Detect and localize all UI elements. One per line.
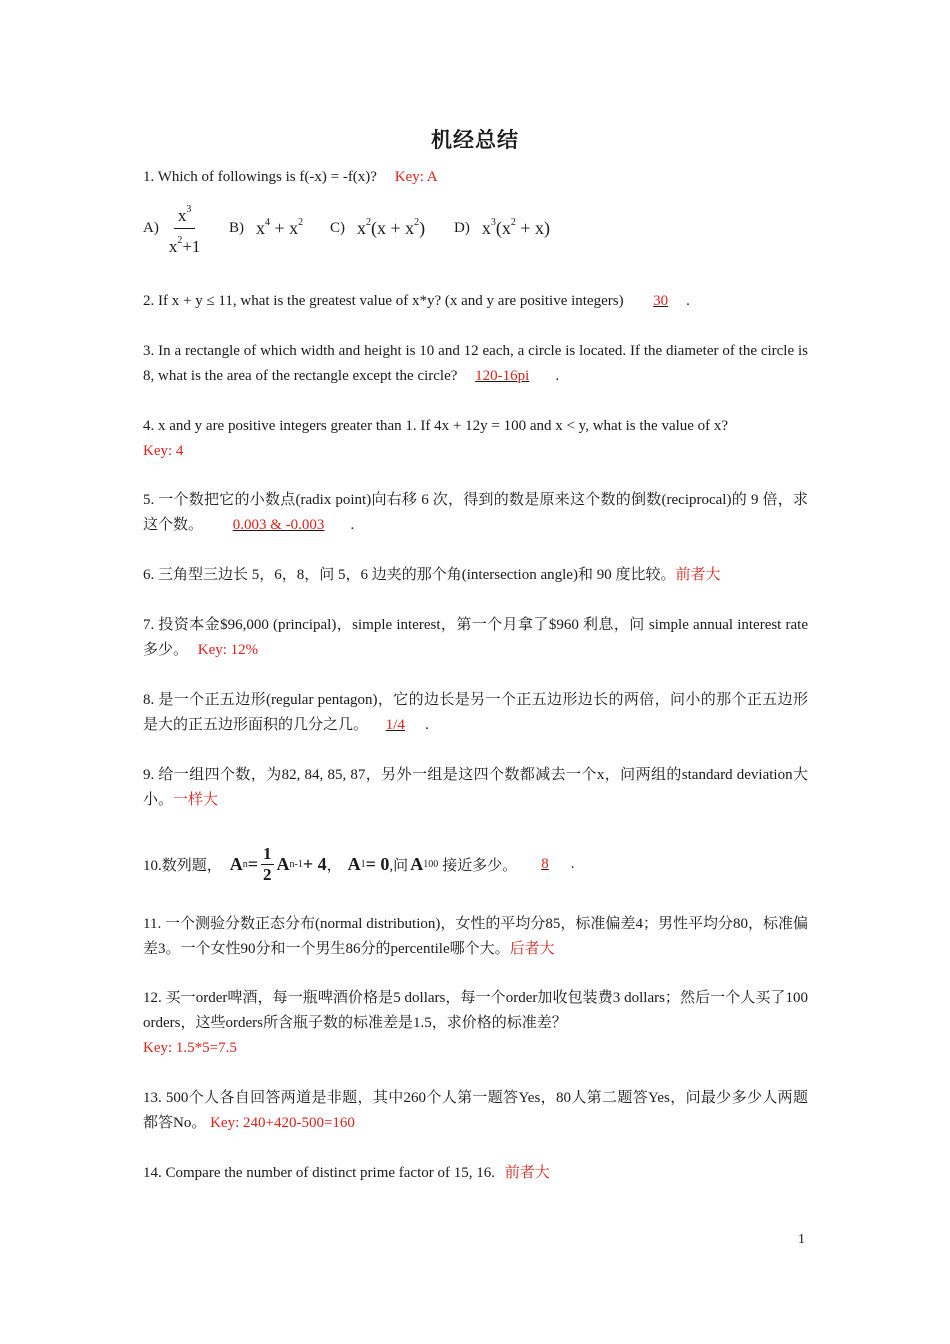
question-1-key: Key: A [394,169,438,185]
q10-sub-n1: n-1 [289,858,303,870]
option-a-label: A) [143,219,159,236]
option-a-den-rest: +1 [182,236,201,256]
option-b-label: B) [229,219,244,236]
question-12-key: Key: 1.5*5=7.5 [143,1040,237,1056]
q10-sub-1: 1 [360,858,366,870]
option-a-fraction [169,198,201,259]
q10-a1: A [347,853,361,874]
option-c-exp-2: 2 [414,217,420,228]
q10-sub-n: n [242,858,248,870]
option-d-term-2: (x [495,218,511,238]
option-b-exp-2: 2 [298,217,304,228]
question-11-key: 后者大 [509,941,555,957]
q10-a100: A [410,853,424,874]
option-d-label: D) [454,219,470,236]
option-d [454,196,550,260]
question-2-text: 2. If x + y ≤ 11, what is the greatest value of x*y? (x and y are positive integers) [143,293,624,309]
q10-tail: 接近多少。 [442,857,518,874]
question-10: 10.数列题， A n = $\frac{1}{2}$ A n-1 + 4 ， A 1 = 0 ,问 A 100 接近多少。 8 . [143,843,575,884]
question-13-key: Key: 240+420-500=160 [210,1115,355,1131]
question-10-prefix: 10.数列题， [143,857,222,874]
option-a-den-exp: 2 [177,234,183,246]
question-4-text: 4. x and y are positive integers greater than 1. If 4x + 12y = 100 and x < y, what is the value of x? [143,418,729,434]
question-6-key: 前者大 [675,567,721,583]
option-a-num-exp: 3 [186,203,192,215]
option-b [229,196,303,260]
question-2-answer: 30 [653,293,669,309]
question-6-text: 6. 三角型三边长 5，6，8，问 5，6 边夹的那个角(intersection angle)和 90 度比较。 [143,567,676,583]
q10-sub-100: 100 [423,858,439,870]
q10-eq0: = 0 [365,853,390,874]
question-13-text: 13. 500个人各自回答两道是非题，其中260个人第一题答Yes，80人第二题答Yes，问最少多少人两题都答No。 [143,1090,808,1131]
q10-ask: ,问 [389,857,409,874]
option-a-den: x [168,236,178,256]
question-5-text: 5. 一个数把它的小数点(radix point)向右移 6 次，得到的数是原来这个数的倒数(reciprocal)的 9 倍，求这个数。 [143,492,808,533]
question-7 [143,613,808,663]
question-1 [143,165,808,190]
question-2: 2. If x + y ≤ 11, what is the greatest value of x*y? (x and y are positive integers) 30 . [143,293,690,309]
option-c-term-3: ) [419,218,426,238]
question-3: 3. In a rectangle of which width and height is 10 and 12 each, a circle is located. If the diameter of the circle is 8, what is the area of the rectangle except the circle? 120-16pi . [143,343,808,384]
question-4 [143,414,808,464]
option-d-expr [482,217,550,239]
question-3-answer: 120-16pi [475,368,530,384]
question-10-answer: 8 [541,855,549,872]
option-c-term-2: (x + x [371,218,415,238]
page-title: 机经总结 [431,128,519,152]
question-13 [143,1086,808,1136]
page-number: 1 [798,1232,805,1247]
q10-frac-den: 2 [263,864,272,884]
question-8: 8. 是一个正五边形(regular pentagon)，它的边长是另一个正五边形边长的两倍，问小的那个正五边形是大的正五边形面积的几分之几。 1/4 . [143,692,808,733]
option-d-term-3: + x) [515,218,550,238]
option-d-exp-2: 2 [510,217,516,228]
option-b-expr [256,217,303,239]
option-c-exp-1: 2 [366,217,371,228]
option-b-term-1: x [256,218,265,238]
question-8-text: 8. 是一个正五边形(regular pentagon)，它的边长是另一个正五边形边长的两倍，问小的那个正五边形是大的正五边形面积的几分之几。 [143,692,808,733]
question-1-text: 1. Which of followings is f(-x) = -f(x)? [143,169,377,185]
question-7-key: Key: 12% [197,642,259,658]
option-c-term-1: x [357,218,366,238]
question-8-answer: 1/4 [385,717,405,733]
question-9 [143,763,808,813]
question-6 [143,563,808,588]
question-12-text: 12. 买一order啤酒，每一瓶啤酒价格是5 dollars，每一个order加收包装费3 dollars；然后一个人买了100 orders，这些orders所含瓶子数的标准差是1.5，求价格的标准差？ [143,990,808,1031]
option-d-exp-1: 3 [490,217,496,228]
q10-frac-num: 1 [263,843,272,863]
option-c [330,196,425,260]
question-11 [143,912,808,962]
option-c-label: C) [330,219,345,236]
q10-equals: = [247,853,259,874]
option-a-num: x [177,205,187,225]
option-b-exp-1: 4 [265,217,270,228]
question-11-text: 11. 一个测验分数正态分布(normal distribution)，女性的平均分85，标准偏差4；男性平均分80，标准偏差3。一个女性90分和一个男生86分的percentile哪个大。 [143,916,808,957]
option-c-expr [357,217,425,239]
question-5: 5. 一个数把它的小数点(radix point)向右移 6 次，得到的数是原来这个数的倒数(reciprocal)的 9 倍，求这个数。 0.003 & -0.003 . [143,492,808,533]
question-7-text: 7. 投资本金$96,000 (principal)，simple interest，第一个月拿了$960 利息，问 simple annual interest rate 多少。 [143,617,808,658]
question-5-answer: 0.003 & -0.003 [232,517,325,533]
question-14-key: 前者大 [504,1165,550,1181]
question-4-key: Key: 4 [143,443,184,459]
option-d-term-1: x [481,218,491,238]
q10-fraction [261,844,274,885]
q10-plus4: + 4 [302,853,327,874]
q10-separator: ， [326,857,342,874]
question-12 [143,986,808,1061]
question-9-text: 9. 给一组四个数，为82, 84, 85, 87，另外一组是这四个数都减去一个x，问两组的standard deviation大小。 [143,767,808,808]
q10-a-term: A [229,853,243,874]
question-3-text: 3. In a rectangle of which width and height is 10 and 12 each, a circle is located. If the diameter of the circle is 8, what is the area of the rectangle except the circle? [143,343,808,384]
question-9-key: 一样大 [173,792,219,808]
question-14-text: 14. Compare the number of distinct prime factor of 15, 16. [143,1165,495,1181]
q10-a-prev: A [276,853,290,874]
option-a [143,196,200,260]
question-14 [143,1161,808,1186]
option-b-term-2: + x [270,218,299,238]
